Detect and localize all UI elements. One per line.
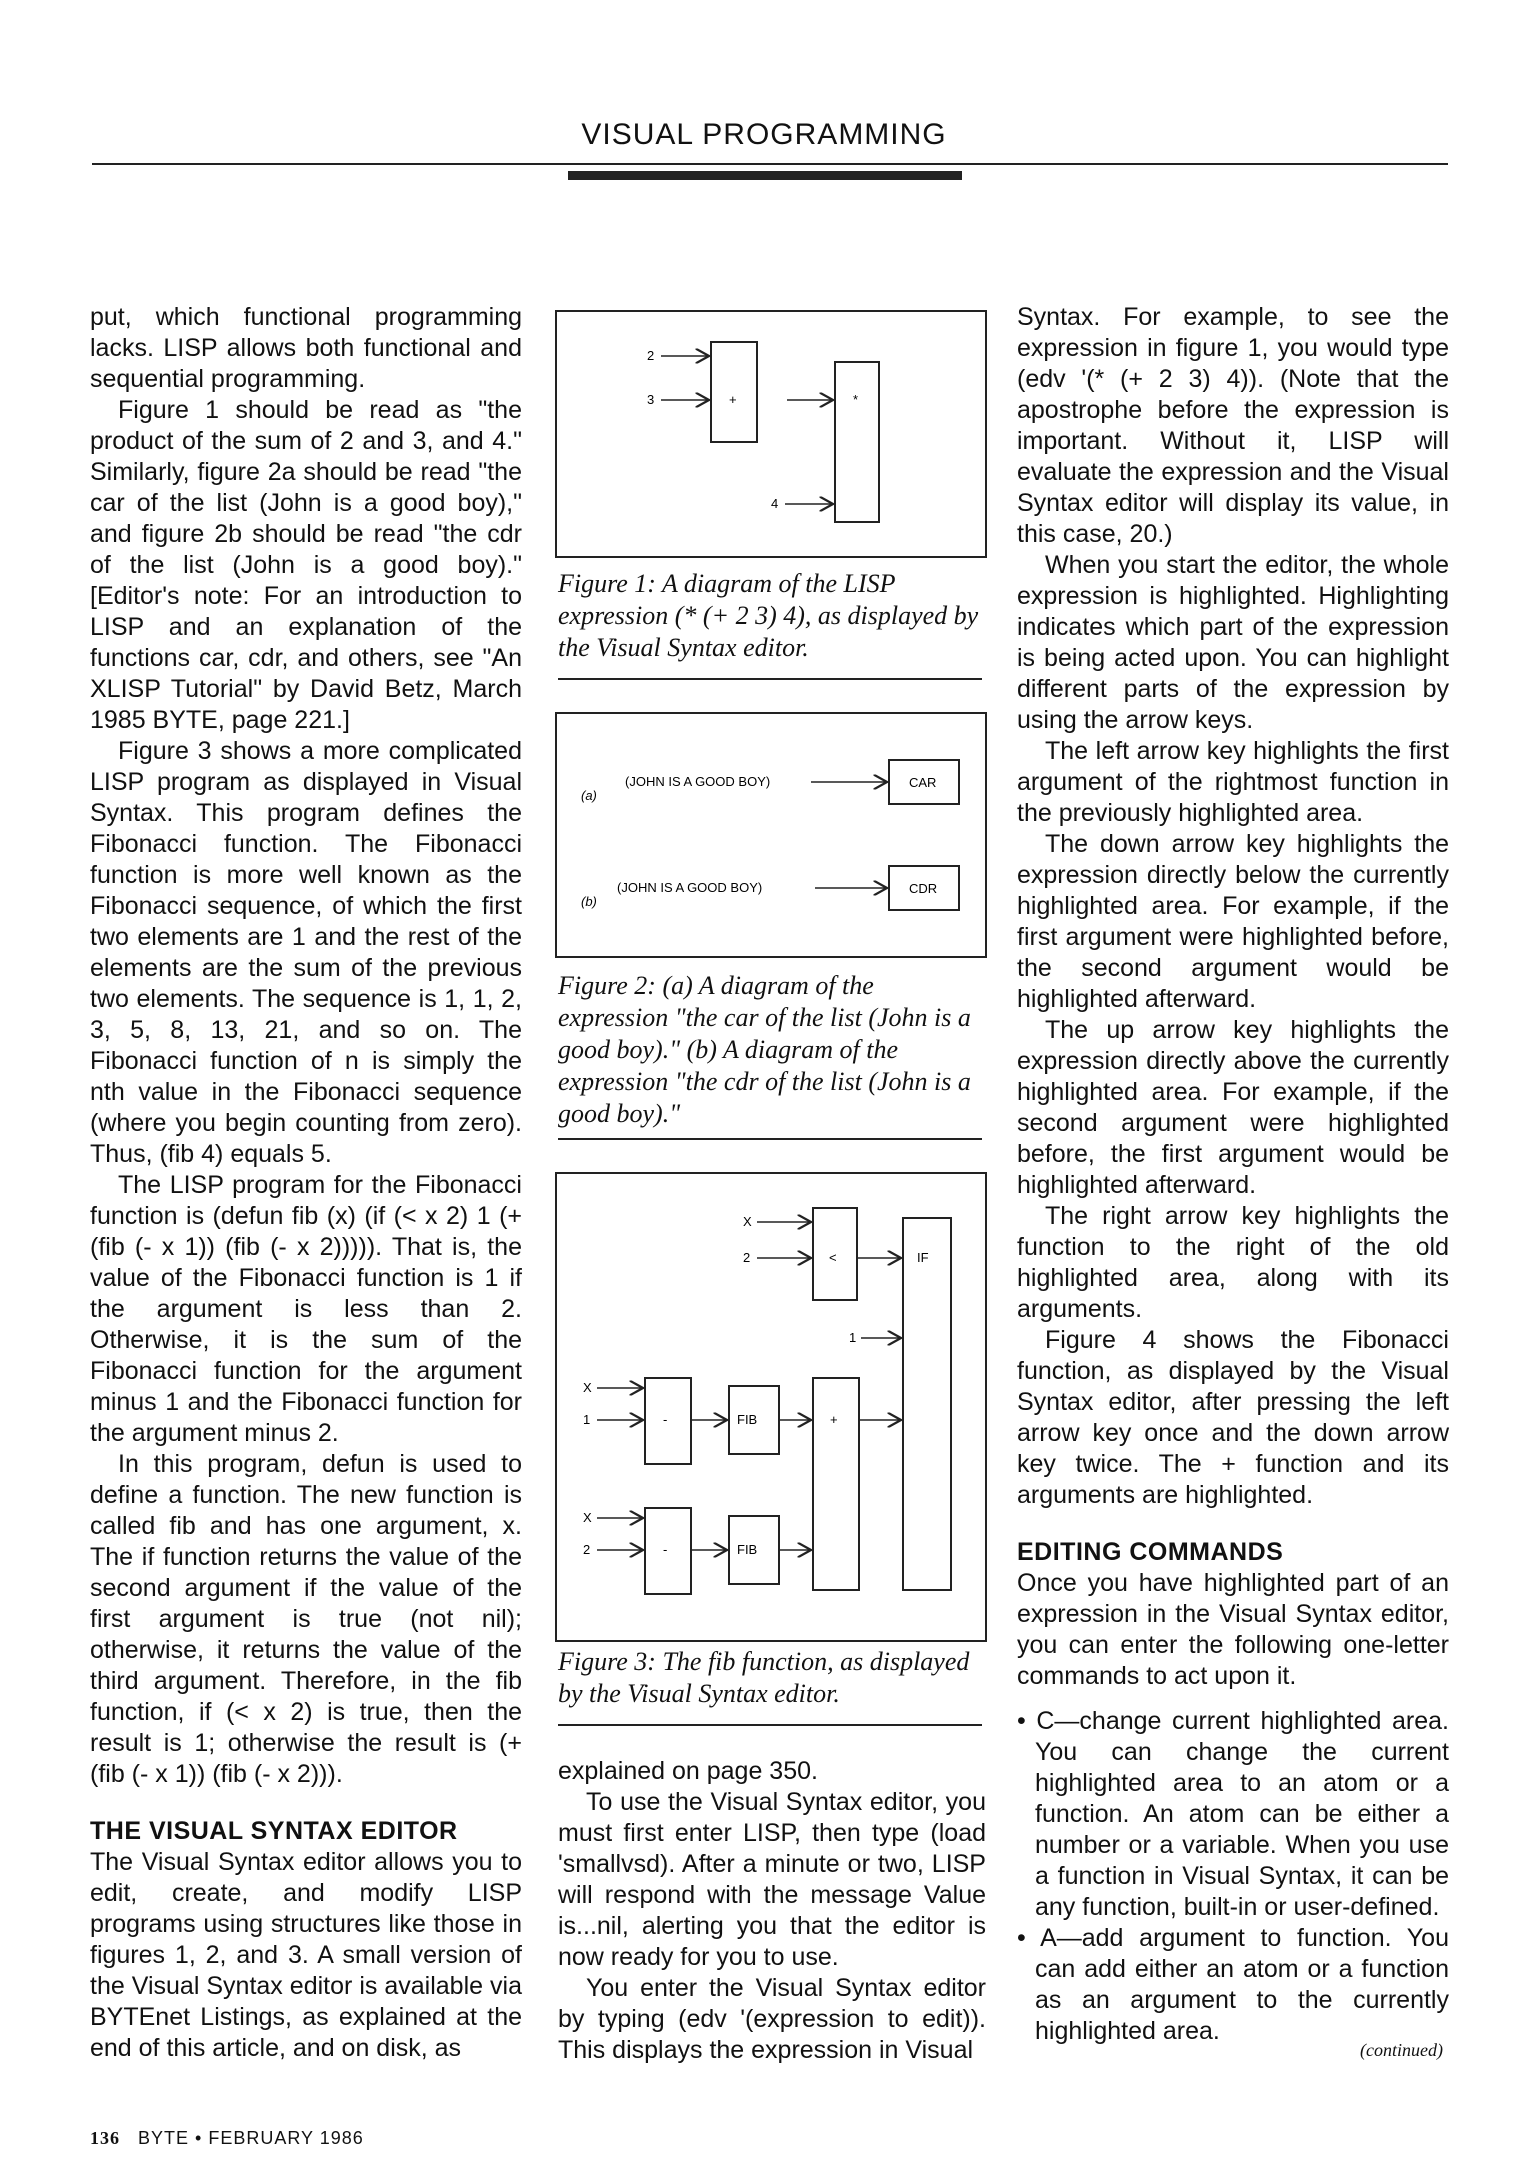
- column-middle: [558, 1756, 986, 2066]
- continued-note: (continued): [1360, 2040, 1443, 2060]
- paragraph: Figure 1 should be read as "the product of the sum of 2 and 3, and 4." Similarly, figure 2a should be read "the car of the list (John is a good boy)," and figure 2b should be read "the cdr of the list (John is a good boy)." [Editor's note: For an introduction to LISP and an explanation of the functions car, cdr, and others, see "An XLISP Tutorial" by David Betz, March 1985 BYTE, page 221.]: [90, 396, 522, 734]
- caption-rule: [558, 1138, 982, 1140]
- fig1-input-2: 2: [647, 348, 655, 363]
- paragraph: To use the Visual Syntax editor, you must first enter LISP, then type (load 'smallvsd). After a minute or two, LISP will respond with the message Value is...nil, alerting you that the editor is now ready for you to use.: [558, 1788, 986, 1971]
- caption-rule: [558, 1724, 982, 1726]
- minus-box-2: [645, 1508, 691, 1594]
- fig3-minus-2: -: [663, 1542, 668, 1557]
- if-function-box: [903, 1218, 951, 1590]
- figure-1-caption: Figure 1: A diagram of the LISP expression (* (+ 2 3) 4), as displayed by the Visual Syntax editor.: [558, 569, 979, 662]
- paragraph: put, which functional programming lacks. LISP allows both functional and sequential programming.: [90, 303, 522, 393]
- paragraph: When you start the editor, the whole expression is highlighted. Highlighting indicates which part of the expression is being acted upon. You can highlight different parts of the expression by using the arrow keys.: [1017, 551, 1449, 734]
- paragraph: The up arrow key highlights the expression directly above the currently highlighted area. For example, if the second argument were highlighted before, the first argument would be highlighted afterward.: [1017, 1016, 1449, 1199]
- paragraph: The left arrow key highlights the first argument of the rightmost function in the previously highlighted area.: [1017, 737, 1449, 827]
- fig2-fn-cdr: CDR: [909, 881, 938, 896]
- column-right: [1017, 302, 1449, 2047]
- fig3-minus-1: -: [663, 1412, 668, 1427]
- page-number: 136: [90, 2128, 120, 2148]
- fig3-two-low: 2: [583, 1542, 591, 1557]
- fig3-x-mid: X: [583, 1380, 592, 1395]
- fig3-fib-2: FIB: [737, 1542, 758, 1557]
- header-rule: [92, 163, 1448, 165]
- paragraph: The Visual Syntax editor allows you to edit, create, and modify LISP programs using structures like those in figures 1, 2, and 3. A small version of the Visual Syntax editor is available via BYTEnet Listings, as explained at the end of this article, and on disk, as: [90, 1848, 522, 2062]
- figure-1-diagram: [555, 310, 987, 558]
- fig1-input-3: 3: [647, 392, 655, 407]
- paragraph: Figure 4 shows the Fibonacci function, as displayed by the Visual Syntax editor, after pressing the left arrow key once and the down arrow key twice. The + function and its arguments are highlighted.: [1017, 1326, 1449, 1509]
- fig2-label-b: (b): [581, 894, 597, 909]
- paragraph: Once you have highlighted part of an expression in the Visual Syntax editor, you can enter the following one-letter commands to act upon it.: [1017, 1569, 1449, 1690]
- bullet-item: • C—change current highlighted area. You can change the current highlighted area to an atom or a function. An atom can be either a number or a variable. When you use a function in Visual Syntax, it can be any function, built-in or user-defined.: [1017, 1707, 1449, 1921]
- caption-rule: [558, 678, 982, 680]
- fig3-two-top: 2: [743, 1250, 751, 1265]
- fig1-times-op: *: [853, 392, 859, 407]
- fig2-list-b: (JOHN IS A GOOD BOY): [617, 880, 763, 895]
- header-bar: [568, 171, 962, 180]
- fig2-label-a: (a): [581, 788, 597, 803]
- paragraph: The right arrow key highlights the function to the right of the old highlighted area, along with its arguments.: [1017, 1202, 1449, 1323]
- paragraph: The LISP program for the Fibonacci function is (defun fib (x) (if (< x 2) 1 (+ (fib (- x 1)) (fib (- x 2))))). That is, the value of the Fibonacci function is 1 if the argument is less than 2. Otherwise, it is the sum of the Fibonacci function for the argument minus 1 and the Fibonacci function for the argument minus 2.: [90, 1171, 522, 1447]
- paragraph: In this program, defun is used to define a function. The new function is called fib and has one argument, x. The if function returns the value of the second argument if the value of the first argument is true (not nil); otherwise, it returns the value of the third argument. Therefore, in the fib function, if (< x 2) is true, then the result is 1; otherwise the result is (+ (fib (- x 1)) (fib (- x 2))).: [90, 1450, 522, 1788]
- magazine-issue: BYTE • FEBRUARY 1986: [138, 2128, 364, 2148]
- fig2-fn-car: CAR: [909, 775, 937, 790]
- plus-box: [813, 1378, 859, 1590]
- figure-3-diagram: [555, 1172, 987, 1642]
- running-header: VISUAL PROGRAMMING: [581, 118, 947, 151]
- figure-3-caption: Figure 3: The fib function, as displayed by the Visual Syntax editor.: [558, 1647, 970, 1708]
- page-footer: [90, 2128, 364, 2149]
- figure-2-caption: Figure 2: (a) A diagram of the expression "the car of the list (John is a good boy)." (b) A diagram of the expression "the cdr of the list (John is a good boy).": [558, 971, 971, 1128]
- fig2-list-a: (JOHN IS A GOOD BOY): [625, 774, 771, 789]
- section-heading: EDITING COMMANDS: [1017, 1538, 1284, 1566]
- paragraph: The down arrow key highlights the expression directly below the currently highlighted area. For example, if the first argument were highlighted before, the second argument would be highlighted afterward.: [1017, 830, 1449, 1013]
- fig1-input-4: 4: [771, 496, 779, 511]
- minus-box-1: [645, 1378, 691, 1464]
- fig3-lt: <: [829, 1250, 837, 1265]
- paragraph: Syntax. For example, to see the expression in figure 1, you would type (edv '(* (+ 2 3) 4)). (Note that the apostrophe before the expression is important. Without it, LISP will evaluate the expression and the Visual Syntax editor will display its value, in this case, 20.): [1017, 303, 1449, 548]
- fig1-plus-op: +: [729, 392, 737, 407]
- bullet-item: • A—add argument to function. You can add either an atom or a function as an argument to the currently highlighted area.: [1017, 1924, 1449, 2045]
- column-left: [90, 302, 522, 2064]
- fig3-x-low: X: [583, 1510, 592, 1525]
- section-heading: THE VISUAL SYNTAX EDITOR: [90, 1817, 458, 1845]
- fig3-one-mid: 1: [583, 1412, 591, 1427]
- paragraph: Figure 3 shows a more complicated LISP program as displayed in Visual Syntax. This program defines the Fibonacci function. The Fibonacci function is more well known as the Fibonacci sequence, of which the first two elements are 1 and the rest of the elements are the sum of the previous two elements. The sequence is 1, 1, 2, 3, 5, 8, 13, 21, and so on. The Fibonacci function of n is simply the nth value in the Fibonacci sequence (where you begin counting from zero). Thus, (fib 4) equals 5.: [90, 737, 522, 1168]
- figure-2-diagram: [555, 712, 987, 958]
- fig3-fib-1: FIB: [737, 1412, 758, 1427]
- times-function-box: [835, 362, 879, 522]
- paragraph: explained on page 350.: [558, 1757, 818, 1785]
- fig3-if: IF: [917, 1250, 929, 1265]
- fig3-plus: +: [830, 1412, 838, 1427]
- fig3-one-if: 1: [849, 1330, 857, 1345]
- fig3-x-top: X: [743, 1214, 752, 1229]
- paragraph: You enter the Visual Syntax editor by typing (edv '(expression to edit)). This displays the expression in Visual: [558, 1974, 986, 2064]
